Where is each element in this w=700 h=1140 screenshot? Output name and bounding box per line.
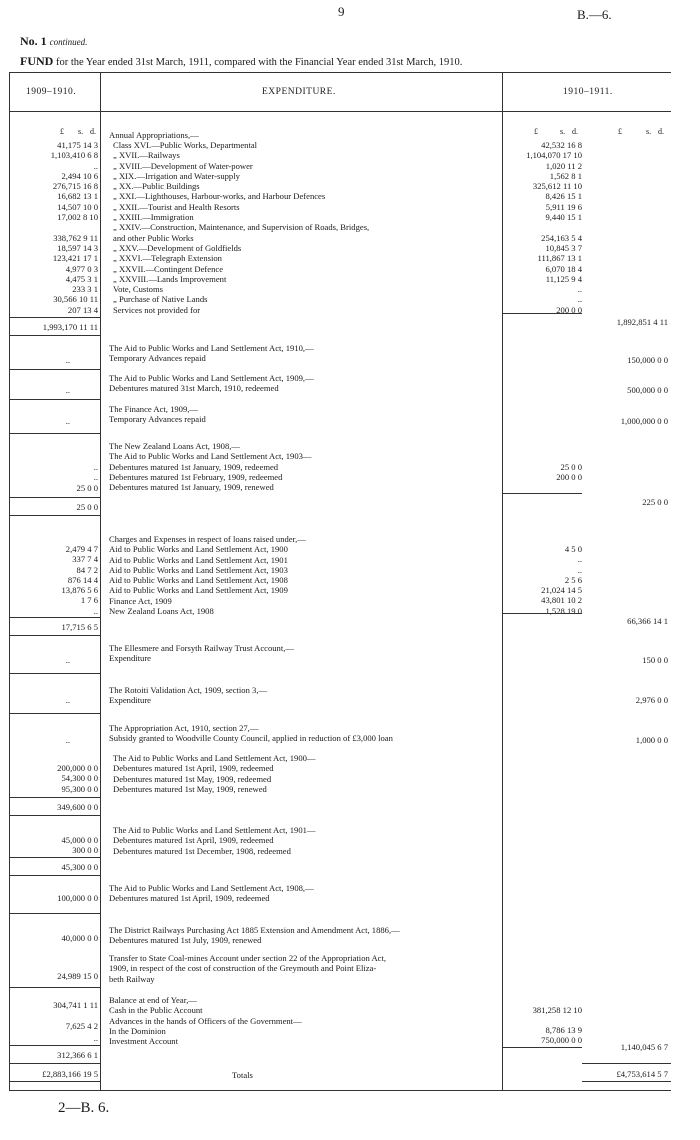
appropriation-item: „ XVII.—Railways: [113, 150, 180, 161]
amount: 14,507 10 0: [57, 201, 98, 212]
appropriation-item: „ XVIII.—Development of Water-power: [113, 160, 253, 171]
amount: ..: [577, 294, 582, 305]
amount: 4 5 0: [564, 544, 582, 554]
column-divider: [100, 73, 101, 1090]
amount: 337 7 4: [72, 554, 98, 565]
appropriations-prev-total: 1,993,170 11 11: [42, 322, 98, 332]
ellesmere-section: [109, 643, 294, 664]
section-line: New Zealand Loans Act, 1908: [109, 606, 214, 617]
section-line: Advances in the hands of Officers of the Government—: [109, 1015, 302, 1026]
amount: 45,000 0 0: [61, 835, 98, 845]
section-line: 1909, in respect of the cost of construction of the Greymouth and Point Eliza-: [109, 963, 377, 974]
amount: ..: [577, 564, 582, 575]
section-line: Debentures matured 1st April, 1909, redeemed: [113, 835, 274, 846]
amount: ..: [93, 462, 98, 472]
charges-section: [109, 534, 306, 616]
appropriation-item: „ XXVI.—Telegraph Extension: [113, 253, 222, 264]
amount: ..: [65, 385, 70, 395]
section-rule: [10, 673, 100, 674]
section-line: Debentures matured 1st January, 1909, redeemed: [109, 461, 279, 472]
amount: 42,532 16 8: [541, 140, 582, 150]
header-divider: [10, 111, 671, 112]
subtotal-rule: [502, 493, 582, 494]
document-reference: B.—6.: [577, 7, 612, 22]
amount: ..: [65, 355, 70, 365]
amount: 6,070 18 4: [545, 263, 582, 274]
appropriation-item: „ XXV.—Development of Goldfields: [113, 242, 242, 253]
amount: 2,479 4 7: [65, 544, 98, 554]
section-line: Debentures matured 1st February, 1909, redeemed: [109, 471, 283, 482]
appropriation-item: Services not provided for: [113, 304, 201, 315]
appropriation-item: „ XXI.—Lighthouses, Harbour-works, and Harbour Defences: [113, 191, 326, 202]
amount: ..: [93, 472, 98, 483]
amount: 43,801 10 2: [541, 595, 582, 606]
amount: 10,845 3 7: [545, 242, 582, 253]
amount: 9,440 15 1: [545, 212, 582, 223]
amount: 207 13 4: [67, 304, 98, 315]
amount: 1,000 0 0: [635, 735, 668, 745]
section-title: The Appropriation Act, 1910, section 27,—: [109, 723, 259, 733]
appropriation-item: „ XX.—Public Buildings: [113, 181, 200, 192]
unit-shilling: s.: [78, 127, 84, 136]
amount: 1,562 8 1: [549, 170, 582, 181]
section-rule: [10, 635, 100, 636]
appropriations-curr-values: [502, 140, 582, 315]
section-line: Aid to Public Works and Land Settlement Act, 1900: [109, 544, 288, 555]
section-line: Debentures matured 1st April, 1909, redeemed: [113, 763, 274, 774]
amount: 225 0 0: [642, 497, 668, 507]
section-title: The Aid to Public Works and Land Settlement Act, 1910,—: [109, 343, 314, 353]
unit-pence: d.: [90, 127, 96, 136]
section-line: Temporary Advances repaid: [109, 414, 206, 425]
balance-cash-curr: 381,258 12 10: [532, 1005, 582, 1015]
section-title: The New Zealand Loans Act, 1908,—: [109, 441, 241, 451]
header-prev-year: 1909–1910.: [26, 87, 77, 97]
section-line: Debentures matured 1st December, 1908, redeemed: [113, 845, 291, 856]
amount: ..: [65, 695, 70, 705]
amount: 24,989 15 0: [57, 971, 98, 981]
appropriations-list: [113, 140, 369, 315]
amount: 349,600 0 0: [57, 802, 98, 812]
appropriation-item: „ Purchase of Native Lands: [113, 294, 208, 305]
amount: 233 3 1: [72, 284, 98, 295]
section-title: The Rotoiti Validation Act, 1909, section 3,—: [109, 685, 268, 695]
loans-1908-curr-values: [502, 462, 582, 493]
total-prev-year: £2,883,166 19 5: [42, 1069, 98, 1079]
section-line: Aid to Public Works and Land Settlement Act, 1901: [109, 554, 288, 565]
amount: 111,867 13 1: [537, 253, 582, 264]
subtotal-rule: [502, 613, 582, 614]
totals-rule: [582, 1081, 671, 1082]
section-rule: [10, 399, 100, 400]
amount: 17,002 8 10: [57, 212, 98, 223]
section-title: The Aid to Public Works and Land Settlement Act, 1900—: [113, 753, 316, 763]
amount: 30,566 10 11: [53, 294, 98, 305]
amount: 8,426 15 1: [545, 191, 582, 202]
fund-heading: [20, 54, 462, 69]
total-curr-year: £4,753,614 5 7: [616, 1069, 668, 1079]
amount: ..: [577, 284, 582, 295]
section-title: The Ellesmere and Forsyth Railway Trust Account,—: [109, 643, 294, 653]
balance-dominion-prev: 7,625 4 2: [65, 1021, 98, 1031]
aid-1900-prev-values: [10, 763, 98, 794]
amount: [10, 222, 98, 232]
section-line: Debentures matured 1st April, 1909, redeemed: [109, 893, 270, 904]
appropriation-item: Vote, Customs: [113, 284, 163, 295]
amount: 54,300 0 0: [61, 773, 98, 784]
section-rule: [10, 875, 100, 876]
page-footer: 2—B. 6.: [58, 1100, 110, 1116]
continued-note: continued.: [49, 37, 88, 47]
subtotal-rule: [10, 1045, 100, 1046]
amount: ..: [93, 605, 98, 616]
appropriations-prev-values: [10, 140, 98, 315]
amount: 200 0 0: [556, 472, 582, 483]
loans-1908-prev-values: [10, 462, 98, 493]
aid-1901-section: [113, 825, 316, 856]
amount: 1,140,045 6 7: [620, 1042, 668, 1052]
amount: 13,876 5 6: [61, 585, 98, 596]
section-rule: [10, 335, 100, 336]
amount: 25 0 0: [76, 482, 98, 493]
subtotal-rule: [10, 497, 100, 498]
appropriation-item: „ XXVII.—Contingent Defence: [113, 263, 224, 274]
appropriation-item: „ XXVIII.—Lands Improvement: [113, 273, 227, 284]
fund-word: FUND: [20, 54, 54, 68]
amount: 17,715 6 5: [61, 622, 98, 632]
amount: 4,977 0 3: [65, 263, 98, 274]
amount: 338,762 9 11: [53, 232, 98, 243]
section-line: Finance Act, 1909: [109, 595, 172, 606]
amount: ..: [93, 160, 98, 171]
section-line: Temporary Advances repaid: [109, 353, 206, 364]
amount: 11,125 9 4: [545, 273, 582, 284]
unit-shilling: s.: [560, 127, 566, 136]
section-title: The Aid to Public Works and Land Settlement Act, 1908,—: [109, 883, 314, 893]
section-title: The Finance Act, 1909,—: [109, 404, 199, 414]
section-title: Charges and Expenses in respect of loans raised under,—: [109, 534, 306, 544]
subtotal-rule: [10, 317, 100, 318]
section-line: Debentures matured 1st May, 1909, redeemed: [113, 773, 272, 784]
amount: 18,597 14 3: [57, 242, 98, 253]
amount: 325,612 11 10: [532, 181, 582, 192]
fund-heading-text: for the Year ended 31st March, 1911, compared with the Financial Year ended 31st March, 1910.: [55, 57, 463, 68]
amount: 1,528 19 0: [545, 605, 582, 616]
section-line: Subsidy granted to Woodville County Council, applied in reduction of £3,000 loan: [109, 733, 393, 744]
section-rule: [10, 913, 100, 914]
amount: 5,911 19 6: [545, 201, 582, 212]
amount: 276,715 16 8: [52, 181, 98, 192]
section-line: Aid to Public Works and Land Settlement Act, 1903: [109, 564, 288, 575]
aid-1910-section: [109, 343, 314, 364]
amount: 312,366 6 1: [57, 1050, 98, 1060]
amount: 45,300 0 0: [61, 862, 98, 872]
section-title: The Aid to Public Works and Land Settlement Act, 1901—: [113, 825, 316, 835]
balance-dominion-curr: 8,786 13 9: [545, 1025, 582, 1035]
table-continued-label: [20, 34, 87, 49]
aid-1909-section: [109, 373, 314, 394]
appropriation-item: „ XIX.—Irrigation and Water-supply: [113, 170, 240, 181]
amount: 2,976 0 0: [635, 695, 668, 705]
amount: 1,103,410 6 8: [50, 150, 98, 161]
amount: 150,000 0 0: [627, 355, 668, 365]
balance-section: [109, 995, 302, 1046]
section-rule: [10, 433, 100, 434]
amount: 66,366 14 1: [627, 616, 668, 626]
amount: 200 0 0: [556, 304, 582, 315]
totals-rule: [10, 1063, 100, 1064]
amount: 40,000 0 0: [61, 933, 98, 943]
amount: [502, 222, 582, 232]
balance-investment-prev: ..: [93, 1033, 98, 1043]
appropriations-title: Annual Appropriations,—: [109, 130, 199, 140]
amount: 1 7 6: [80, 595, 98, 606]
unit-pound: £: [618, 127, 622, 136]
unit-pence: d.: [572, 127, 578, 136]
balance-cash-prev: 304,741 1 11: [53, 1000, 98, 1010]
appropriation-item: „ XXII.—Tourist and Health Resorts: [113, 201, 240, 212]
section-line: Investment Account: [109, 1036, 178, 1047]
amount: 25 0 0: [560, 462, 582, 472]
totals-rule: [10, 1081, 100, 1082]
section-rule: [10, 515, 100, 516]
amount: 1,000,000 0 0: [620, 416, 668, 426]
totals-rule: [582, 1063, 671, 1064]
aid-1901-prev-values: [10, 835, 98, 856]
section-line: The Aid to Public Works and Land Settlement Act, 1903—: [109, 451, 312, 462]
appropriation-item: „ XXIV.—Construction, Maintenance, and Supervision of Roads, Bridges,: [113, 222, 370, 233]
amount: 16,682 13 1: [57, 191, 98, 202]
aid-1908-section: [109, 883, 314, 904]
finance-act-section: [109, 404, 206, 425]
amount: 123,421 17 1: [52, 253, 98, 264]
section-line: Expenditure: [109, 653, 151, 664]
amount: 254,163 5 4: [541, 232, 582, 243]
amount: 21,024 14 5: [541, 585, 582, 596]
section-rule: [10, 815, 100, 816]
amount: ..: [65, 735, 70, 745]
amount: 1,020 11 2: [545, 160, 582, 171]
header-curr-year: 1910–1911.: [563, 87, 613, 97]
aid-1900-section: [113, 753, 316, 794]
amount: 300 0 0: [72, 845, 98, 856]
amount: 41,175 14 3: [57, 140, 98, 150]
unit-pence: d.: [658, 127, 664, 136]
amount: 200,000 0 0: [57, 763, 98, 773]
amount: 150 0 0: [642, 655, 668, 665]
section-line: In the Dominion: [109, 1025, 166, 1036]
header-expenditure: EXPENDITURE.: [262, 87, 336, 97]
unit-shilling: s.: [646, 127, 652, 136]
loans-act-1908-section: [109, 441, 312, 492]
amount: ..: [577, 554, 582, 565]
amount: 1,104,070 17 10: [526, 150, 582, 161]
section-title: Transfer to State Coal-mines Account under section 22 of the Appropriation Act,: [109, 953, 387, 963]
amount: 100,000 0 0: [57, 893, 98, 903]
amount: 876 14 4: [67, 574, 98, 585]
section-rule: [10, 369, 100, 370]
amount: 4,475 3 1: [65, 273, 98, 284]
section-title: The Aid to Public Works and Land Settlement Act, 1909,—: [109, 373, 314, 383]
section-line: Expenditure: [109, 695, 151, 706]
section-line: beth Railway: [109, 973, 155, 984]
totals-label: Totals: [232, 1070, 253, 1080]
amount: 25 0 0: [76, 502, 98, 512]
section-rule: [10, 987, 100, 988]
subtotal-rule: [10, 797, 100, 798]
subtotal-rule: [502, 1047, 582, 1048]
page-number: 9: [338, 4, 345, 19]
section-line: Debentures matured 31st March, 1910, redeemed: [109, 383, 279, 394]
subtotal-rule: [10, 617, 100, 618]
amount: 84 7 2: [76, 564, 98, 575]
coal-mines-section: [109, 953, 386, 984]
district-railways-section: [109, 925, 400, 946]
charges-curr-values: [502, 544, 582, 616]
subtotal-rule: [502, 313, 582, 314]
unit-pound: £: [60, 127, 64, 136]
section-line: Debentures matured 1st July, 1909, renewed: [109, 935, 262, 946]
section-line: Debentures matured 1st January, 1909, renewed: [109, 482, 274, 493]
appropriation-item: and other Public Works: [113, 232, 194, 243]
balance-investment-curr: 750,000 0 0: [541, 1035, 582, 1045]
expenditure-table: [9, 72, 671, 1091]
amount: ..: [65, 655, 70, 665]
subtotal-rule: [10, 857, 100, 858]
section-line: Debentures matured 1st May, 1909, renewed: [113, 783, 267, 794]
amount: 2 5 6: [564, 574, 582, 585]
appropriations-curr-total: 1,892,851 4 11: [616, 317, 668, 327]
amount: 500,000 0 0: [627, 385, 668, 395]
section-rule: [10, 713, 100, 714]
rotoiti-section: [109, 685, 267, 706]
section-title: Balance at end of Year,—: [109, 995, 197, 1005]
unit-pound: £: [534, 127, 538, 136]
amount: 95,300 0 0: [61, 783, 98, 794]
charges-prev-values: [10, 544, 98, 616]
appropriation-1910-section: [109, 723, 393, 744]
amount: ..: [65, 416, 70, 426]
section-line: Aid to Public Works and Land Settlement Act, 1909: [109, 585, 288, 596]
table-number: No. 1: [20, 34, 47, 48]
section-line: Aid to Public Works and Land Settlement Act, 1908: [109, 575, 288, 586]
appropriation-item: „ XXIII.—Immigration: [113, 212, 194, 223]
appropriation-item: Class XVI.—Public Works, Departmental: [113, 140, 258, 150]
section-line: Cash in the Public Account: [109, 1005, 203, 1016]
section-title: The District Railways Purchasing Act 1885 Extension and Amendment Act, 1886,—: [109, 925, 400, 935]
amount: 2,494 10 6: [61, 170, 98, 181]
amount: [502, 483, 582, 493]
